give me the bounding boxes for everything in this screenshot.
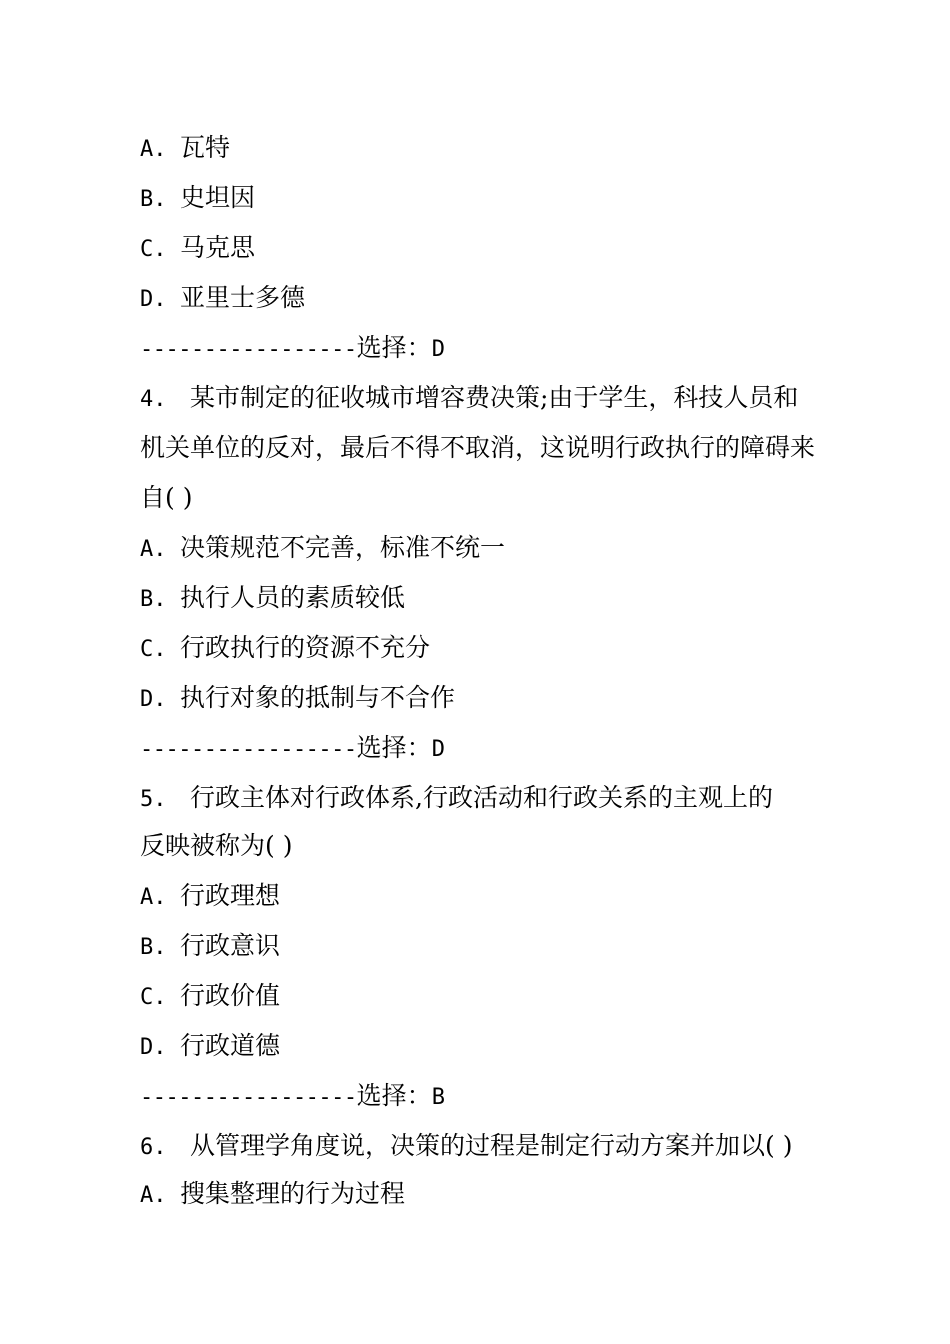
q6-stem-line-1	[140, 1126, 792, 1166]
question-text: 机关单位的反对，最后不得不取消，这说明行政执行的障碍来	[140, 433, 816, 462]
answer-value: B	[431, 1085, 445, 1110]
option-letter: C.	[140, 985, 167, 1010]
option-letter: A.	[140, 537, 167, 562]
option-letter: C.	[140, 637, 167, 662]
option-text: 亚里士多德	[180, 283, 306, 312]
q4-option-c	[140, 628, 430, 668]
question-number: 5.	[140, 787, 167, 812]
q3-option-d	[140, 278, 305, 318]
q3-option-a	[140, 128, 230, 168]
answer-label: 选择：	[356, 333, 432, 362]
q4-option-d	[140, 678, 455, 718]
option-text: 行政价值	[180, 981, 281, 1010]
option-text: 瓦特	[180, 133, 231, 162]
q4-stem-line-2	[140, 428, 815, 468]
option-letter: B.	[140, 587, 167, 612]
q4-stem-line-1	[140, 378, 798, 418]
q5-option-d	[140, 1026, 280, 1066]
option-letter: D.	[140, 1035, 167, 1060]
option-text: 行政意识	[180, 931, 281, 960]
option-text: 马克思	[180, 233, 256, 262]
option-letter: C.	[140, 237, 167, 262]
option-text: 行政理想	[180, 881, 281, 910]
q5-option-a	[140, 876, 280, 916]
answer-label: 选择：	[356, 1081, 432, 1110]
answer-dashes: -----------------	[140, 737, 357, 762]
q5-option-c	[140, 976, 280, 1016]
q5-answer-line	[140, 1076, 445, 1116]
question-text: 某市制定的征收城市增容费决策;由于学生，科技人员和	[190, 383, 799, 412]
option-letter: D.	[140, 687, 167, 712]
question-text: 行政主体对行政体系,行政活动和行政关系的主观上的	[190, 783, 773, 812]
option-letter: B.	[140, 935, 167, 960]
q4-option-a	[140, 528, 505, 568]
q5-stem-line-2	[140, 826, 292, 866]
q3-answer-line	[140, 328, 445, 368]
q5-stem-line-1	[140, 778, 773, 818]
option-text: 搜集整理的行为过程	[180, 1179, 406, 1208]
answer-dashes: -----------------	[140, 337, 357, 362]
answer-dashes: -----------------	[140, 1085, 357, 1110]
option-text: 行政道德	[180, 1031, 281, 1060]
question-text: 从管理学角度说，决策的过程是制定行动方案并加以( )	[190, 1131, 793, 1160]
q4-answer-line	[140, 728, 445, 768]
q4-stem-line-3	[140, 478, 192, 518]
option-text: 史坦因	[180, 183, 256, 212]
q5-option-b	[140, 926, 280, 966]
option-text: 决策规范不完善，标准不统一	[180, 533, 506, 562]
option-letter: B.	[140, 187, 167, 212]
option-text: 执行人员的素质较低	[180, 583, 406, 612]
answer-label: 选择：	[356, 733, 432, 762]
answer-value: D	[431, 737, 445, 762]
option-letter: D.	[140, 287, 167, 312]
q3-option-b	[140, 178, 255, 218]
question-text: 反映被称为( )	[140, 831, 293, 860]
q4-option-b	[140, 578, 405, 618]
q3-option-c	[140, 228, 255, 268]
question-number: 4.	[140, 387, 167, 412]
q6-option-a	[140, 1174, 405, 1214]
question-text: 自( )	[140, 483, 193, 512]
option-letter: A.	[140, 885, 167, 910]
option-text: 行政执行的资源不充分	[180, 633, 431, 662]
option-letter: A.	[140, 1183, 167, 1208]
question-number: 6.	[140, 1135, 167, 1160]
answer-value: D	[431, 337, 445, 362]
option-text: 执行对象的抵制与不合作	[180, 683, 456, 712]
option-letter: A.	[140, 137, 167, 162]
